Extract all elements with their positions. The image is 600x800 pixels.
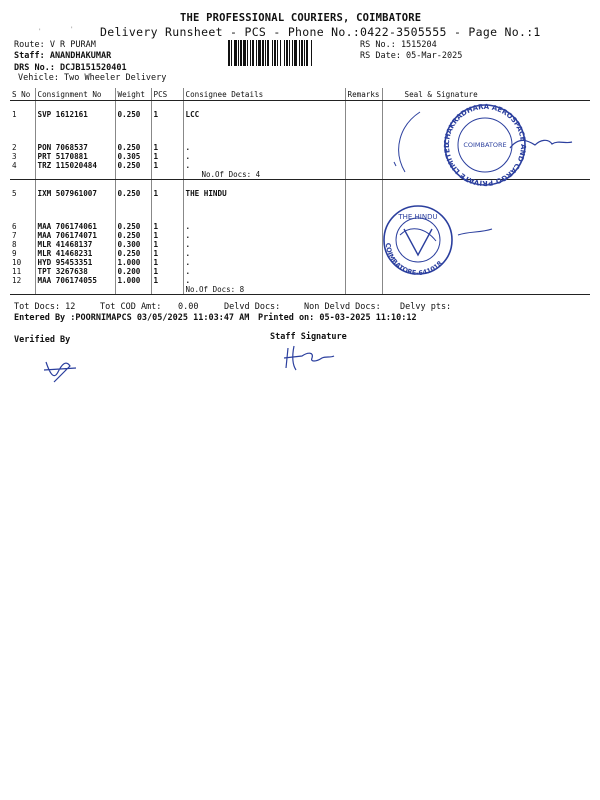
row-consignee: .	[183, 143, 345, 152]
row-consignee: .	[183, 222, 345, 231]
row-weight: 0.250	[115, 249, 151, 258]
runsheet-title: Delivery Runsheet - PCS - Phone No.:0422-3505555 - Page No.:1	[100, 25, 541, 39]
row-consignee: .	[183, 161, 345, 170]
row-pcs: 1	[151, 240, 183, 249]
scan-mark: '	[38, 28, 42, 35]
docs-count: No.Of Docs: 8	[183, 285, 345, 295]
hindu-stamp	[380, 205, 530, 280]
total-cod-value: 0.00	[178, 302, 199, 312]
row-pcs: 1	[151, 258, 183, 267]
row-weight: 0.305	[115, 152, 151, 161]
row-weight: 0.250	[115, 231, 151, 240]
row-consignee: THE HINDU	[183, 189, 345, 198]
row-sno: 4	[10, 161, 35, 170]
row-consignment: MLR 41468231	[35, 249, 115, 258]
row-weight: 0.300	[115, 240, 151, 249]
barcode-bar	[312, 40, 314, 66]
row-pcs: 1	[151, 110, 183, 119]
table-header-row	[10, 88, 590, 101]
total-cod-label: Tot COD Amt:	[100, 302, 162, 312]
row-pcs: 1	[151, 231, 183, 240]
col-sno: S No	[10, 88, 35, 101]
row-sno: 11	[10, 267, 35, 276]
row-consignment: SVP 1612161	[35, 110, 115, 119]
entered-by: Entered By :POORNIMAPCS 03/05/2025 11:03:47 AM	[14, 313, 250, 323]
row-pcs: 1	[151, 152, 183, 161]
row-weight: 1.000	[115, 276, 151, 285]
scan-mark: '	[70, 26, 74, 33]
row-weight: 0.200	[115, 267, 151, 276]
row-consignee: .	[183, 258, 345, 267]
row-consignment: TPT 3267638	[35, 267, 115, 276]
row-weight: 0.250	[115, 222, 151, 231]
col-pcs: PCS	[151, 88, 183, 101]
row-consignee: .	[183, 249, 345, 258]
printed-on: Printed on: 05-03-2025 11:10:12	[258, 313, 417, 323]
verified-by-label: Verified By	[14, 335, 71, 345]
col-seal: Seal & Signature	[382, 88, 590, 101]
row-pcs: 1	[151, 161, 183, 170]
total-docs: Tot Docs: 12	[14, 302, 76, 312]
col-consignee: Consignee Details	[183, 88, 345, 101]
row-pcs: 1	[151, 276, 183, 285]
row-consignee: LCC	[183, 110, 345, 119]
row-pcs: 1	[151, 189, 183, 198]
row-weight: 1.000	[115, 258, 151, 267]
row-sno: 3	[10, 152, 35, 161]
row-consignment: IXM 507961007	[35, 189, 115, 198]
row-sno: 1	[10, 110, 35, 119]
row-weight: 0.250	[115, 143, 151, 152]
row-consignee: .	[183, 152, 345, 161]
row-consignment: MAA 706174061	[35, 222, 115, 231]
rs-date: RS Date: 05-Mar-2025	[360, 51, 463, 61]
row-sno: 8	[10, 240, 35, 249]
vehicle-label: Vehicle: Two Wheeler Delivery	[18, 73, 167, 83]
col-weight: Weight	[115, 88, 151, 101]
row-consignment: MAA 706174055	[35, 276, 115, 285]
delivered-docs: Delvd Docs:	[224, 302, 281, 312]
verifier-signature	[40, 352, 80, 387]
row-consignment: TRZ 115020484	[35, 161, 115, 170]
row-pcs: 1	[151, 249, 183, 258]
row-pcs: 1	[151, 222, 183, 231]
staff-signature	[280, 342, 340, 372]
row-consignment: MAA 706174071	[35, 231, 115, 240]
row-consignee: .	[183, 231, 345, 240]
row-sno: 5	[10, 189, 35, 198]
staff-label: Staff: ANANDHAKUMAR	[14, 51, 112, 61]
company-title: THE PROFESSIONAL COURIERS, COIMBATORE	[180, 12, 422, 24]
row-weight: 0.250	[115, 161, 151, 170]
route-label: Route: V R PURAM	[14, 40, 96, 50]
docs-count: No.Of Docs: 4	[183, 170, 345, 180]
group-summary-row	[10, 285, 590, 295]
company-stamp	[380, 100, 590, 190]
row-weight: 0.250	[115, 189, 151, 198]
row-sno: 10	[10, 258, 35, 267]
row-sno: 6	[10, 222, 35, 231]
stamp-center-text: COIMBATORE	[463, 141, 507, 149]
row-pcs: 1	[151, 143, 183, 152]
col-consignment: Consignment No	[35, 88, 115, 101]
row-consignment: HYD 95453351	[35, 258, 115, 267]
stamp-top-text: THE HINDU	[398, 213, 438, 221]
stamp-ring-text: COIMBATORE-641018	[383, 242, 444, 278]
staff-signature-label: Staff Signature	[270, 332, 347, 342]
row-consignee: .	[183, 276, 345, 285]
stamp-ring-text: CHAKRADHARA AEROSPACE AND CARGO PRIVATE LIMITED	[442, 102, 528, 188]
rs-number: RS No.: 1515204	[360, 40, 437, 50]
row-consignee: .	[183, 240, 345, 249]
col-remarks: Remarks	[345, 88, 382, 101]
row-pcs: 1	[151, 267, 183, 276]
table-row	[10, 189, 590, 198]
barcode-image	[228, 40, 356, 66]
row-consignment: MLR 41468137	[35, 240, 115, 249]
drs-number: DRS No.: DCJB151520401	[14, 63, 127, 73]
row-weight: 0.250	[115, 110, 151, 119]
row-sno: 7	[10, 231, 35, 240]
row-sno: 12	[10, 276, 35, 285]
row-sno: 2	[10, 143, 35, 152]
delivery-points: Delvy pts:	[400, 302, 452, 312]
row-consignment: PRT 5170881	[35, 152, 115, 161]
non-delivered-docs: Non Delvd Docs:	[304, 302, 381, 312]
row-consignment: PON 7068537	[35, 143, 115, 152]
row-sno: 9	[10, 249, 35, 258]
row-consignee: .	[183, 267, 345, 276]
